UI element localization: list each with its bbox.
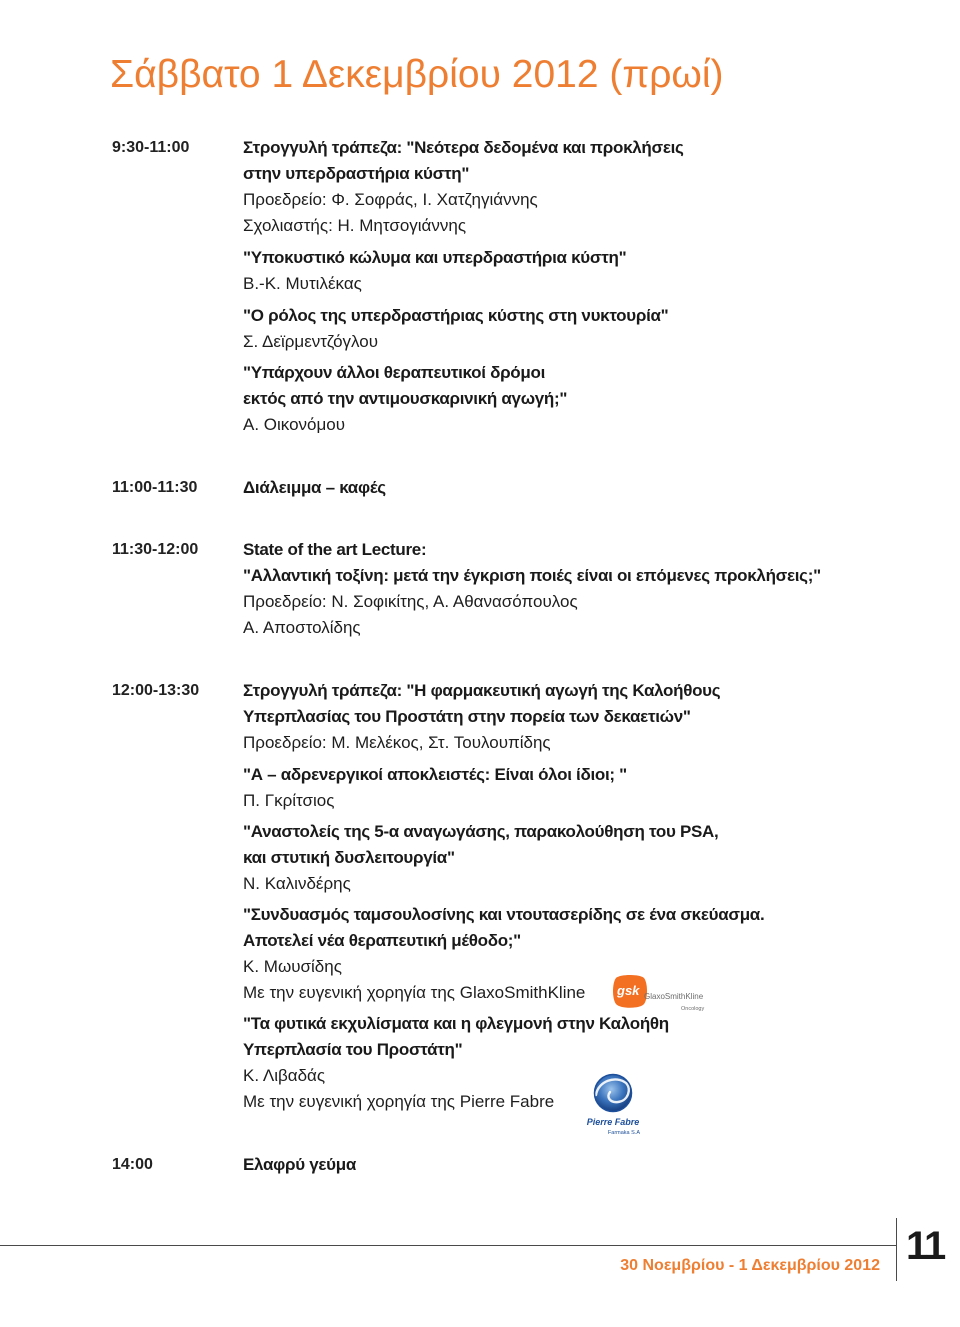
- session-title-line: Διάλειμμα – καφές: [243, 478, 386, 497]
- talk-title-line: Υπερπλασία του Προστάτη": [243, 1040, 463, 1059]
- session-title-line: Ελαφρύ γεύμα: [243, 1155, 357, 1174]
- page-title: Σάββατο 1 Δεκεμβρίου 2012 (πρωί): [110, 53, 724, 96]
- talk: [243, 819, 943, 897]
- session-title-line: Στρογγυλή τράπεζα: "Η φαρμακευτική αγωγή της Καλοήθους: [243, 681, 721, 700]
- session-commentator: Σχολιαστής: Η. Μητσογιάννης: [243, 216, 467, 235]
- session-content: [243, 678, 943, 1115]
- talk-speaker: Κ. Μωυσίδης: [243, 957, 342, 976]
- talk-speaker: Ν. Καλινδέρης: [243, 874, 351, 893]
- session-title-line: Υπερπλασίας του Προστάτη στην πορεία των δεκαετιών": [243, 707, 691, 726]
- page-number-divider: [896, 1218, 897, 1281]
- session-time: 11:00-11:30: [112, 479, 198, 496]
- pierre-fabre-logo-name: Pierre Fabre: [586, 1117, 640, 1127]
- talk-title-line: "Αναστολείς της 5-α αναγωγάσης, παρακολούθηση του PSA,: [243, 822, 719, 841]
- page-number: 11: [906, 1224, 945, 1268]
- talk-title-line: "Υπάρχουν άλλοι θεραπευτικοί δρόμοι: [243, 363, 545, 382]
- footer-date: 30 Νοεμβρίου - 1 Δεκεμβρίου 2012: [620, 1257, 880, 1274]
- talk-speaker: Β.-Κ. Μυτιλέκας: [243, 274, 362, 293]
- pierre-fabre-logo-subtitle: Farmaka S.A: [607, 1130, 640, 1136]
- talk-title-line: "Τα φυτικά εκχυλίσματα και η φλεγμονή στην Καλοήθη: [243, 1014, 669, 1033]
- talk-speaker: Σ. Δεϊρμεντζόγλου: [243, 332, 379, 351]
- talk-sponsor: Με την ευγενική χορηγία της Pierre Fabre: [243, 1092, 555, 1111]
- session-speaker: Α. Αποστολίδης: [243, 618, 361, 637]
- session-title-line: State of the art Lecture:: [243, 540, 427, 559]
- session-title-line: στην υπερδραστήρια κύστη": [243, 164, 470, 183]
- gsk-logo-name: GlaxoSmithKline: [644, 992, 704, 1001]
- talk: [243, 360, 943, 438]
- talk-sponsor: Με την ευγενική χορηγία της GlaxoSmithKline: [243, 983, 586, 1002]
- session-time: 14:00: [112, 1156, 153, 1173]
- talk-title-line: "Συνδυασμός ταμσουλοσίνης και ντουτασερίδης σε ένα σκεύασμα.: [243, 905, 765, 924]
- footer-rule: [0, 1245, 897, 1246]
- talk-title-line: "Ο ρόλος της υπερδραστήριας κύστης στη νυκτουρία": [243, 306, 669, 325]
- talk-speaker: Α. Οικονόμου: [243, 415, 346, 434]
- talk-title-line: εκτός από την αντιμουσκαρινική αγωγή;": [243, 389, 568, 408]
- session-chairs: Προεδρείο: Ν. Σοφικίτης, Α. Αθανασόπουλος: [243, 592, 578, 611]
- talk-title-line: Αποτελεί νέα θεραπευτική μέθοδο;": [243, 931, 521, 950]
- gsk-logo-division: Oncology: [681, 1006, 705, 1012]
- session-time: 12:00-13:30: [112, 682, 200, 699]
- talk-title-line: "Υποκυστικό κώλυμα και υπερδραστήρια κύστη": [243, 248, 627, 267]
- talk-title-line: "Α – αδρενεργικοί αποκλειστές: Είναι όλοι ίδιοι; ": [243, 765, 627, 784]
- talk: [243, 303, 943, 355]
- talk-speaker: Π. Γκρίτσιος: [243, 791, 335, 810]
- pierre-fabre-logo: [582, 1073, 646, 1139]
- talk-speaker: Κ. Λιβαδάς: [243, 1066, 326, 1085]
- session-content: [243, 537, 943, 641]
- session-time: 11:30-12:00: [112, 541, 199, 558]
- talk: [243, 245, 943, 297]
- talk-title-line: και στυτική δυσλειτουργία": [243, 848, 455, 867]
- session-title-line: "Αλλαντική τοξίνη: μετά την έγκριση ποιές είναι οι επόμενες προκλήσεις;": [243, 566, 821, 585]
- gsk-logo: [610, 973, 710, 1015]
- session-chairs: Προεδρείο: Μ. Μελέκος, Στ. Τουλουπίδης: [243, 733, 551, 752]
- talk: [243, 902, 943, 1006]
- session-content: [243, 1152, 943, 1178]
- session-time: 9:30-11:00: [112, 139, 190, 156]
- session-content: [243, 135, 943, 438]
- session-title-line: Στρογγυλή τράπεζα: "Νεότερα δεδομένα και προκλήσεις: [243, 138, 684, 157]
- session-content: [243, 475, 943, 501]
- talk: [243, 762, 943, 814]
- session-chairs: Προεδρείο: Φ. Σοφράς, Ι. Χατζηγιάννης: [243, 190, 538, 209]
- gsk-logo-mark-text: gsk: [617, 983, 640, 998]
